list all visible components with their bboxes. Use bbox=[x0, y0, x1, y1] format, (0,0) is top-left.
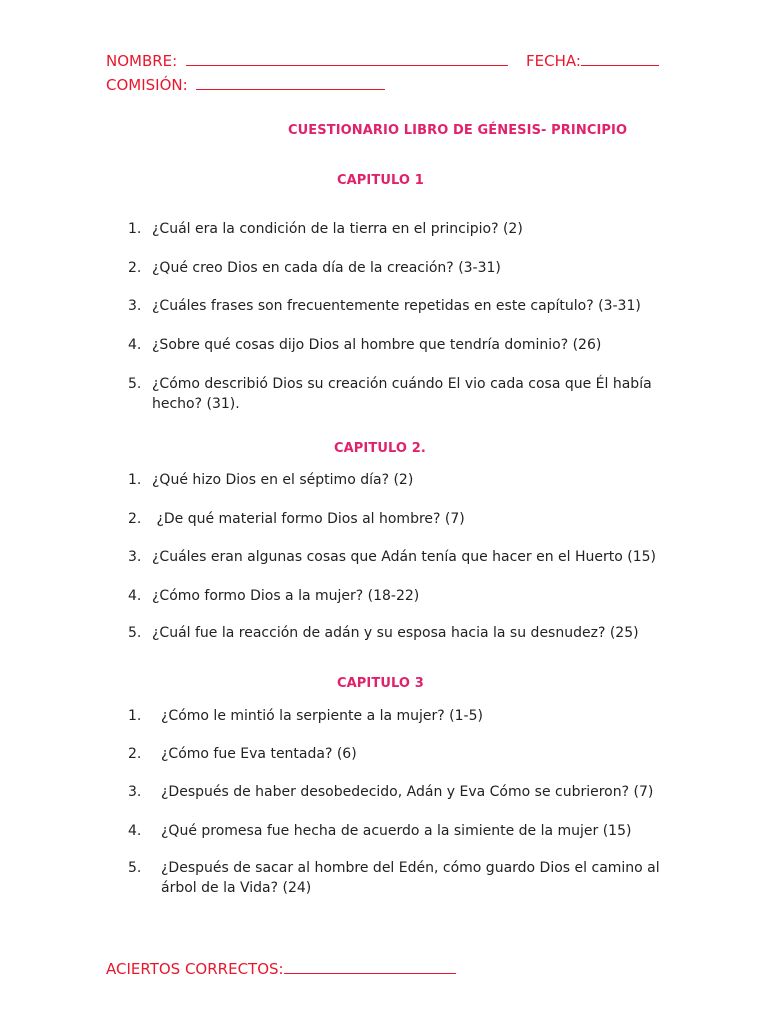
question-text: ¿Cuál era la condición de la tierra en el principio? (2) bbox=[152, 221, 523, 237]
chapter-1-question-2 bbox=[128, 258, 688, 278]
question-number: 4. bbox=[128, 588, 142, 604]
chapter-3-question-2 bbox=[128, 744, 688, 764]
chapter-1-question-4 bbox=[128, 335, 688, 355]
document-title: CUESTIONARIO LIBRO DE GÉNESIS- PRINCIPIO bbox=[288, 123, 628, 138]
question-number: 2. bbox=[128, 260, 142, 276]
aciertos-field[interactable] bbox=[106, 960, 456, 978]
comision-field[interactable] bbox=[106, 76, 385, 94]
question-text: ¿Después de haber desobedecido, Adán y Eva Cómo se cubrieron? (7) bbox=[161, 784, 654, 800]
nombre-field[interactable] bbox=[106, 52, 508, 70]
chapter-2-question-4 bbox=[128, 586, 688, 606]
fecha-field[interactable] bbox=[526, 52, 659, 70]
question-text: ¿Cuál fue la reacción de adán y su esposa hacia la su desnudez? (25) bbox=[152, 625, 639, 641]
question-number: 2. bbox=[128, 746, 142, 762]
chapter-2-question-3 bbox=[128, 547, 708, 567]
chapter-2-question-5 bbox=[128, 623, 708, 643]
chapter-3-question-4 bbox=[128, 821, 688, 841]
chapter-1-question-5 bbox=[128, 374, 684, 414]
nombre-label: NOMBRE: bbox=[106, 52, 178, 70]
question-number: 5. bbox=[128, 860, 142, 876]
question-number: 4. bbox=[128, 823, 142, 839]
fecha-blank-line[interactable] bbox=[581, 53, 659, 66]
chapter-1-question-3 bbox=[128, 296, 688, 316]
chapter-1-question-1 bbox=[128, 219, 688, 239]
fecha-label: FECHA: bbox=[526, 52, 581, 70]
question-text: ¿Qué promesa fue hecha de acuerdo a la simiente de la mujer (15) bbox=[161, 823, 632, 839]
comision-label: COMISIÓN: bbox=[106, 76, 188, 94]
chapter-1-heading: CAPITULO 1 bbox=[337, 173, 424, 188]
nombre-blank-line[interactable] bbox=[186, 53, 508, 66]
question-text: ¿Qué creo Dios en cada día de la creación? (3-31) bbox=[152, 260, 501, 276]
chapter-3-question-1 bbox=[128, 706, 688, 726]
question-number: 1. bbox=[128, 708, 142, 724]
question-text: ¿Sobre qué cosas dijo Dios al hombre que tendría dominio? (26) bbox=[152, 337, 602, 353]
chapter-3-question-5 bbox=[128, 858, 664, 898]
question-number: 3. bbox=[128, 549, 142, 565]
question-number: 5. bbox=[128, 625, 142, 641]
question-number: 5. bbox=[128, 376, 142, 392]
chapter-2-question-1 bbox=[128, 470, 688, 490]
question-number: 1. bbox=[128, 221, 142, 237]
question-text: ¿Cómo le mintió la serpiente a la mujer? (1-5) bbox=[161, 708, 483, 724]
aciertos-label: ACIERTOS CORRECTOS: bbox=[106, 960, 284, 978]
aciertos-blank-line[interactable] bbox=[284, 961, 456, 974]
question-text: ¿Cómo formo Dios a la mujer? (18-22) bbox=[152, 588, 420, 604]
question-text: ¿Cuáles frases son frecuentemente repetidas en este capítulo? (3-31) bbox=[152, 298, 641, 314]
question-text: ¿Cómo fue Eva tentada? (6) bbox=[161, 746, 357, 762]
comision-blank-line[interactable] bbox=[196, 77, 385, 90]
question-number: 2. bbox=[128, 511, 142, 527]
question-number: 3. bbox=[128, 784, 142, 800]
question-number: 4. bbox=[128, 337, 142, 353]
chapter-2-heading: CAPITULO 2. bbox=[334, 441, 426, 456]
question-text: ¿Cuáles eran algunas cosas que Adán tenía que hacer en el Huerto (15) bbox=[152, 549, 657, 565]
chapter-2-question-2 bbox=[128, 509, 688, 529]
question-text: ¿De qué material formo Dios al hombre? (7) bbox=[152, 511, 465, 527]
question-text: ¿Cómo describió Dios su creación cuándo El vio cada cosa que Él había hecho? (31). bbox=[152, 376, 652, 412]
question-text: ¿Qué hizo Dios en el séptimo día? (2) bbox=[152, 472, 414, 488]
question-number: 3. bbox=[128, 298, 142, 314]
question-number: 1. bbox=[128, 472, 142, 488]
chapter-3-question-3 bbox=[128, 782, 688, 802]
question-text: ¿Después de sacar al hombre del Edén, cómo guardo Dios el camino al árbol de la Vida? (24) bbox=[161, 860, 660, 896]
chapter-3-heading: CAPITULO 3 bbox=[337, 676, 424, 691]
